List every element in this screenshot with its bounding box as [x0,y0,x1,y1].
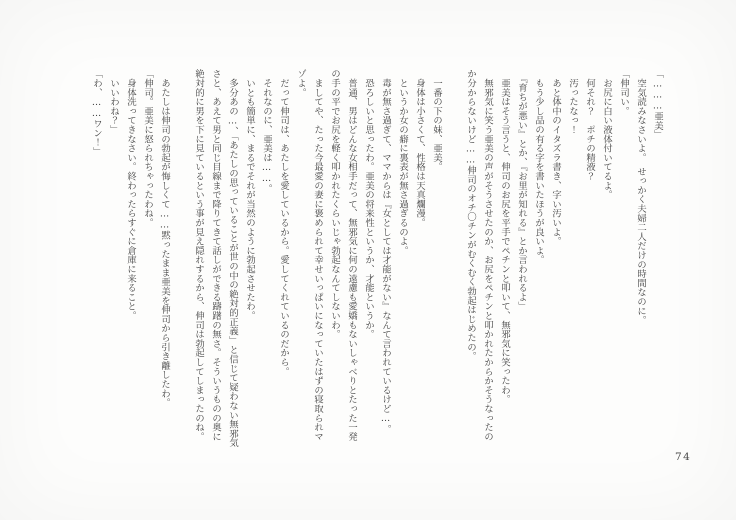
text-line: 「伸司い。 [618,69,629,116]
text-line: さと、あえて男と同じ目線まで降りてきて話しができる躊躇の無さ。そういうものの奥に [210,69,221,441]
text-line: いいわね？」 [108,69,119,135]
page-number: 74 [675,451,692,463]
text-line: 『育ちが悪い』とか、『お里が知れる』とか言われるよ」 [516,69,527,311]
text-block [88,69,666,453]
text-line: 空気読みなさいよ。 せっかく夫婦二人だけの時間なのに。 [635,69,646,325]
text-line: 亜美はそう言うと、伸司のお尻を平手でペチンと叩いて、無邪気に笑ったわ。 [499,69,510,404]
text-line: 身体洗ってきなさい。終わったらすぐに倉庫に来ること。 [125,69,136,321]
text-line: 「わ、……ワン！」 [91,69,102,157]
text-line: 何それ？ ポチの精液？ [584,69,595,181]
text-line: か分からないけど……伸司のオチ〇チンがむくむく勃起はじめたの。 [465,69,476,361]
text-line [445,69,462,453]
text-line: 汚ったなっ！ [567,69,578,135]
text-line: あたしは伸司の勃起が悔しくて……黙ったまま亜美を伸司から引き離したわ。 [159,69,170,408]
text-line: 身体は小さくて、性格は天真爛漫。 [414,69,425,228]
text-line: 普通、男はどんな女相手だって、無邪気に何の遠慮も愛嬌もないしゃべりとたった一発 [346,69,357,441]
text-line: もう少し品の有る字を書いたほうが良いよ。 [533,69,544,265]
text-line: というか女の癖に裏表が無さ過ぎるのよ。 [397,69,408,255]
text-line: いとも簡単に、まるでそれが当然のように勃起させたわ。 [244,69,255,321]
text-line [173,69,190,453]
text-line: 恐ろしいと思ったわ。亜美の将来性というか、才能というか。 [363,69,374,339]
text-line: お尻に白い液体付いてるよ。 [601,69,612,200]
text-line: あと体中のイタズラ書き、字い汚いよ。 [550,69,561,246]
text-line: 「伸司。亜美に怒られちゃったわね。 [142,69,153,228]
text-line: の手の平でお尻を軽く叩かれたくらいじゃ勃起なんてしないわ。 [329,69,340,339]
text-line: 「………亜美」 [652,69,663,140]
text-line: 絶対的に男を下に見ているという事が見え隠れするから、伸司は勃起してしまったのね。 [193,69,204,441]
text-line: ゾよ。 [295,69,306,97]
text-line: それなのに、亜美は……。 [261,69,272,194]
text-line: ましてや、たった今最愛の妻に褒められて幸せいっぱいになっていたはずの寝取られマ [312,69,323,441]
text-line: だって伸司は、あたしを愛しているから。愛してくれているのだから。 [278,69,289,376]
text-line: 毒が無さ過ぎて、ママからは『女としては才能がない』なんて言われているけど…。 [380,69,391,434]
text-line: 無邪気に笑う亜美の声がそうさせたのか、お尻をペチンと叩かれたからかそうなったの [482,69,493,441]
text-line: 一番の下の妹、亜美。 [431,69,442,172]
text-line: 多分あの…、「あたしの思っていることが世の中の絶対的正義」と信じて疑わない無邪気 [227,69,238,448]
